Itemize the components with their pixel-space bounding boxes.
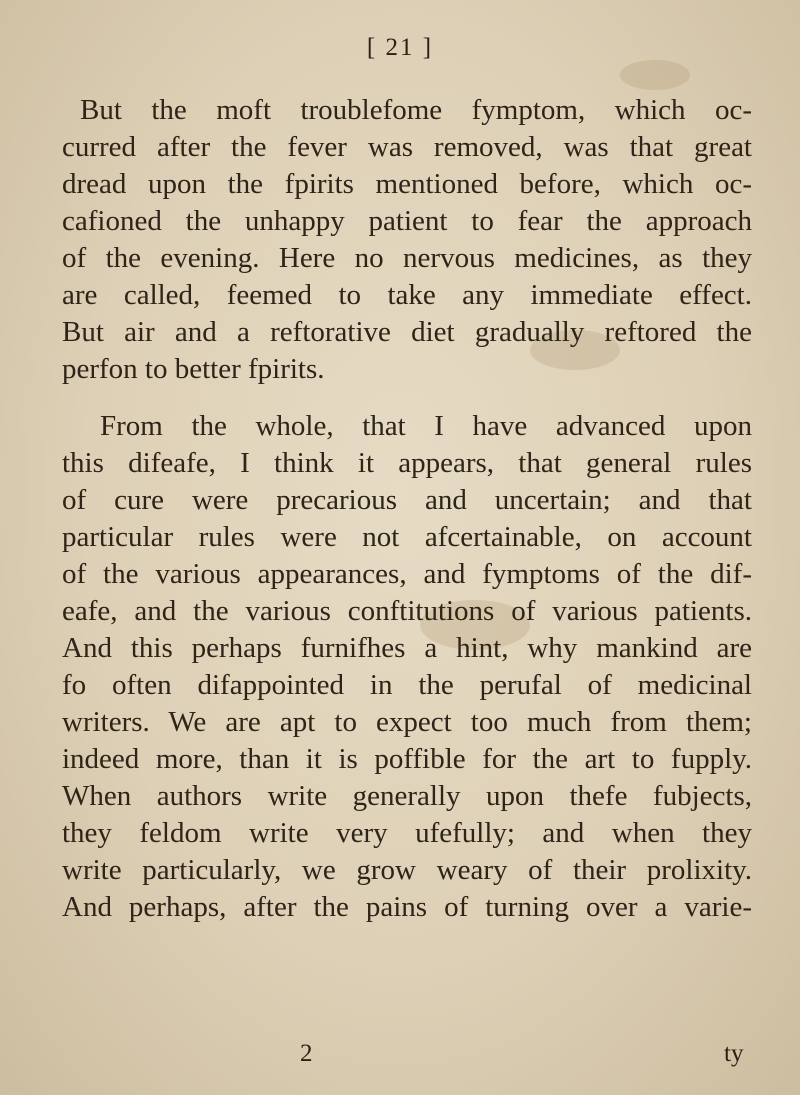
text-line: And perhaps, after the pains of turning over a varie- (62, 891, 752, 923)
text-line: of the evening. Here no nervous medicines, as they (62, 242, 752, 274)
text-line: this difeafe, I think it appears, that general rules (62, 447, 752, 479)
text-line: are called, feemed to take any immediate effect. (62, 279, 752, 311)
signature-mark: 2 (300, 1040, 313, 1067)
text-line: But the moft troublefome fymptom, which oc- (80, 94, 752, 126)
text-line: particular rules were not afcertainable, on account (62, 521, 752, 553)
text-line: eafe, and the various conftitutions of various patients. (62, 595, 752, 627)
paper-stain (620, 60, 690, 90)
text-line: curred after the fever was removed, was that great (62, 131, 752, 163)
text-line: From the whole, that I have advanced upon (100, 410, 752, 442)
text-line: When authors write generally upon thefe fubjects, (62, 780, 752, 812)
text-line: write particularly, we grow weary of their prolixity. (62, 854, 752, 886)
text-line: they feldom write very ufefully; and when they (62, 817, 752, 849)
text-line: of cure were precarious and uncertain; and that (62, 484, 752, 516)
paragraph-1 (62, 92, 752, 388)
page-number: [ 21 ] (366, 34, 434, 61)
text-line: perfon to better fpirits. (62, 353, 325, 385)
text-line: fo often difappointed in the perufal of medicinal (62, 669, 752, 701)
text-line: dread upon the fpirits mentioned before, which oc- (62, 168, 752, 200)
text-line: But air and a reftorative diet gradually reftored the (62, 316, 752, 348)
paragraph-2 (62, 408, 752, 926)
text-line: And this perhaps furnifhes a hint, why mankind are (62, 632, 752, 664)
catchword: ty (724, 1040, 744, 1067)
text-line: writers. We are apt to expect too much from them; (62, 706, 752, 738)
text-line: of the various appearances, and fymptoms of the dif- (62, 558, 752, 590)
text-line: cafioned the unhappy patient to fear the approach (62, 205, 752, 237)
text-line: indeed more, than it is poffible for the art to fupply. (62, 743, 752, 775)
